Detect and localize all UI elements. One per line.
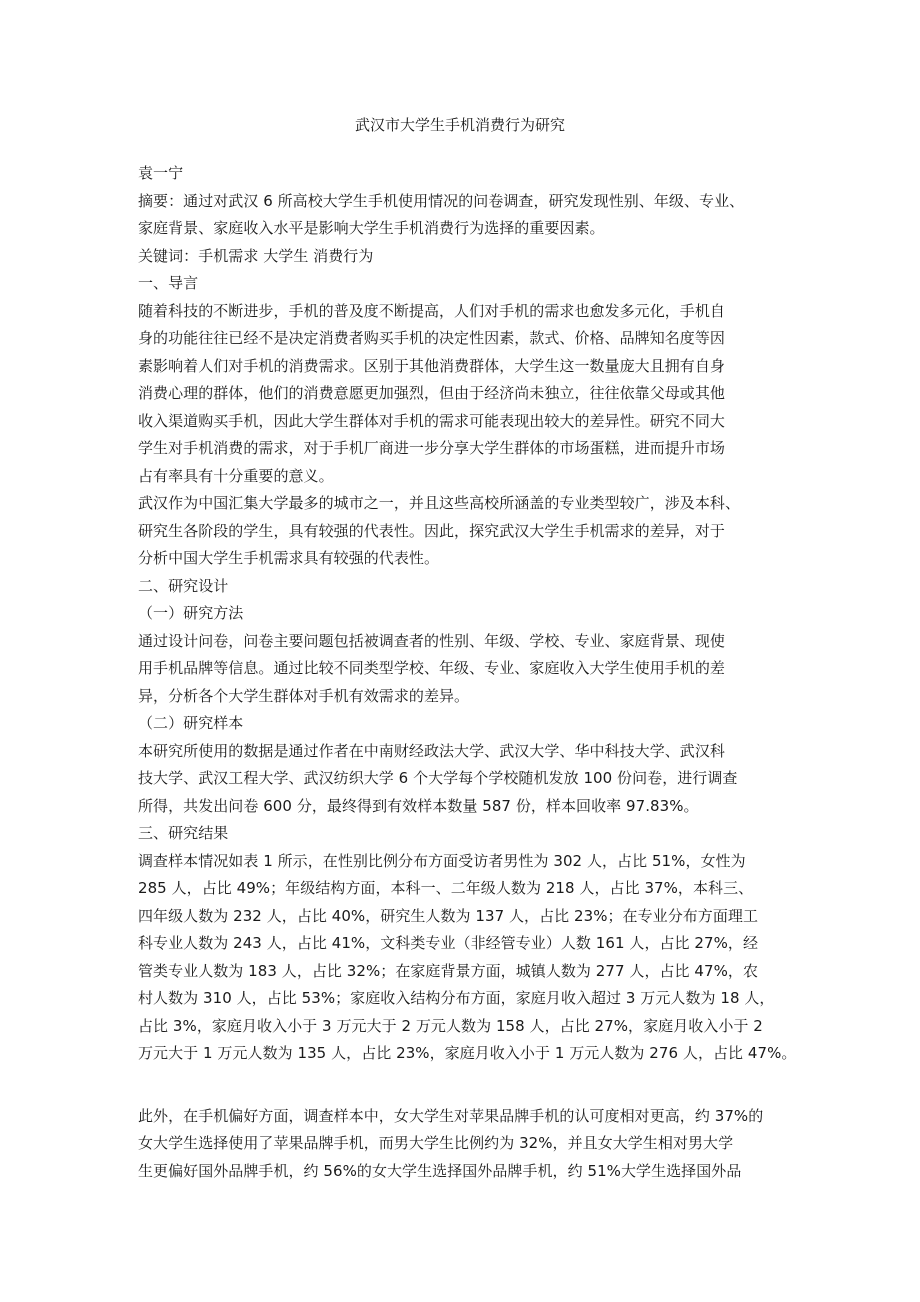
paragraph-line: 村人数为 310 人，占比 53%；家庭收入结构分布方面，家庭月收入超过 3 万元人数为 18 人， — [138, 989, 775, 1007]
paragraph-line: 异，分析各个大学生群体对手机有效需求的差异。 — [138, 686, 470, 705]
paragraph-line: 占有率具有十分重要的意义。 — [138, 466, 334, 485]
paragraph-line: 素影响着人们对手机的消费需求。区别于其他消费群体，大学生这一数量庞大且拥有自身 — [138, 356, 725, 375]
paragraph-line: 学生对手机消费的需求，对于手机厂商进一步分享大学生群体的市场蛋糕，进而提升市场 — [138, 439, 725, 457]
subsection-heading-method: （一）研究方法 — [138, 604, 244, 622]
paragraph-line: 研究生各阶段的学生，具有较强的代表性。因此，探究武汉大学生手机需求的差异，对于 — [138, 521, 725, 540]
paragraph-line: 通过设计问卷，问卷主要问题包括被调查者的性别、年级、学校、专业、家庭背景、现使 — [138, 631, 725, 650]
paragraph-line: 占比 3%，家庭月收入小于 3 万元大于 2 万元人数为 158 人，占比 27%，家庭月收入小于 2 — [138, 1016, 763, 1035]
paragraph-gap — [138, 1068, 818, 1103]
paragraph-line: 所得，共发出问卷 600 分，最终得到有效样本数量 587 份，样本回收率 97.83%。 — [138, 796, 699, 815]
document-title: 武汉市大学生手机消费行为研究 — [354, 116, 565, 134]
keywords-line: 关键词：手机需求 大学生 消费行为 — [138, 246, 374, 265]
paragraph-line: 生更偏好国外品牌手机，约 56%的女大学生选择国外品牌手机，约 51%大学生选择国外品 — [138, 1161, 742, 1180]
paragraph-line: 四年级人数为 232 人，占比 40%，研究生人数为 137 人，占比 23%；在专业分布方面理工 — [138, 906, 759, 925]
paragraph-line: 随着科技的不断进步，手机的普及度不断提高，人们对手机的需求也愈发多元化，手机自 — [138, 301, 725, 320]
paragraph-line: 科专业人数为 243 人，占比 41%，文科类专业（非经管专业）人数 161 人，占比 27%，经 — [138, 934, 759, 952]
paragraph-line: 女大学生选择使用了苹果品牌手机，而男大学生比例约为 32%，并且女大学生相对男大学 — [138, 1134, 734, 1152]
paragraph-line: 武汉作为中国汇集大学最多的城市之一，并且这些高校所涵盖的专业类型较广，涉及本科、 — [138, 494, 741, 512]
paragraph-line: 技大学、武汉工程大学、武汉纺织大学 6 个大学每个学校随机发放 100 份问卷，进行调查 — [138, 769, 738, 787]
document-body — [138, 160, 818, 1185]
paragraph-line: 此外，在手机偏好方面，调查样本中，女大学生对苹果品牌手机的认可度相对更高，约 37%的 — [138, 1106, 764, 1125]
paragraph-line: 收入渠道购买手机，因此大学生群体对手机的需求可能表现出较大的差异性。研究不同大 — [138, 411, 725, 430]
section-heading-research-design: 二、研究设计 — [138, 576, 229, 595]
paragraph-line: 285 人，占比 49%；年级结构方面，本科一、二年级人数为 218 人，占比 37%，本科三、 — [138, 879, 754, 897]
paragraph-line: 用手机品牌等信息。通过比较不同类型学校、年级、专业、家庭收入大学生使用手机的差 — [138, 659, 725, 677]
subsection-heading-sample: （二）研究样本 — [138, 714, 244, 732]
section-heading-results: 三、研究结果 — [138, 824, 229, 842]
paragraph-line: 身的功能往往已经不是决定消费者购买手机的决定性因素，款式、价格、品牌知名度等因 — [138, 329, 725, 347]
paragraph-line: 万元大于 1 万元人数为 135 人，占比 23%，家庭月收入小于 1 万元人数为 276 人，占比 47%。 — [138, 1044, 797, 1062]
paragraph-line: 分析中国大学生手机需求具有较强的代表性。 — [138, 549, 440, 567]
section-heading-introduction: 一、导言 — [138, 274, 199, 292]
paragraph-line: 本研究所使用的数据是通过作者在中南财经政法大学、武汉大学、华中科技大学、武汉科 — [138, 741, 725, 760]
paragraph-line: 消费心理的群体，他们的消费意愿更加强烈，但由于经济尚未独立，往往依靠父母或其他 — [138, 384, 725, 402]
paragraph-line: 调查样本情况如表 1 所示，在性别比例分布方面受访者男性为 302 人，占比 51%，女性为 — [138, 851, 746, 870]
author-name: 袁一宁 — [138, 164, 184, 182]
paragraph-line: 管类专业人数为 183 人，占比 32%；在家庭背景方面，城镇人数为 277 人，占比 47%，农 — [138, 961, 759, 980]
abstract-line: 家庭背景、家庭收入水平是影响大学生手机消费行为选择的重要因素。 — [138, 219, 605, 237]
abstract-line: 摘要：通过对武汉 6 所高校大学生手机使用情况的问卷调查，研究发现性别、年级、专业、 — [138, 191, 745, 210]
